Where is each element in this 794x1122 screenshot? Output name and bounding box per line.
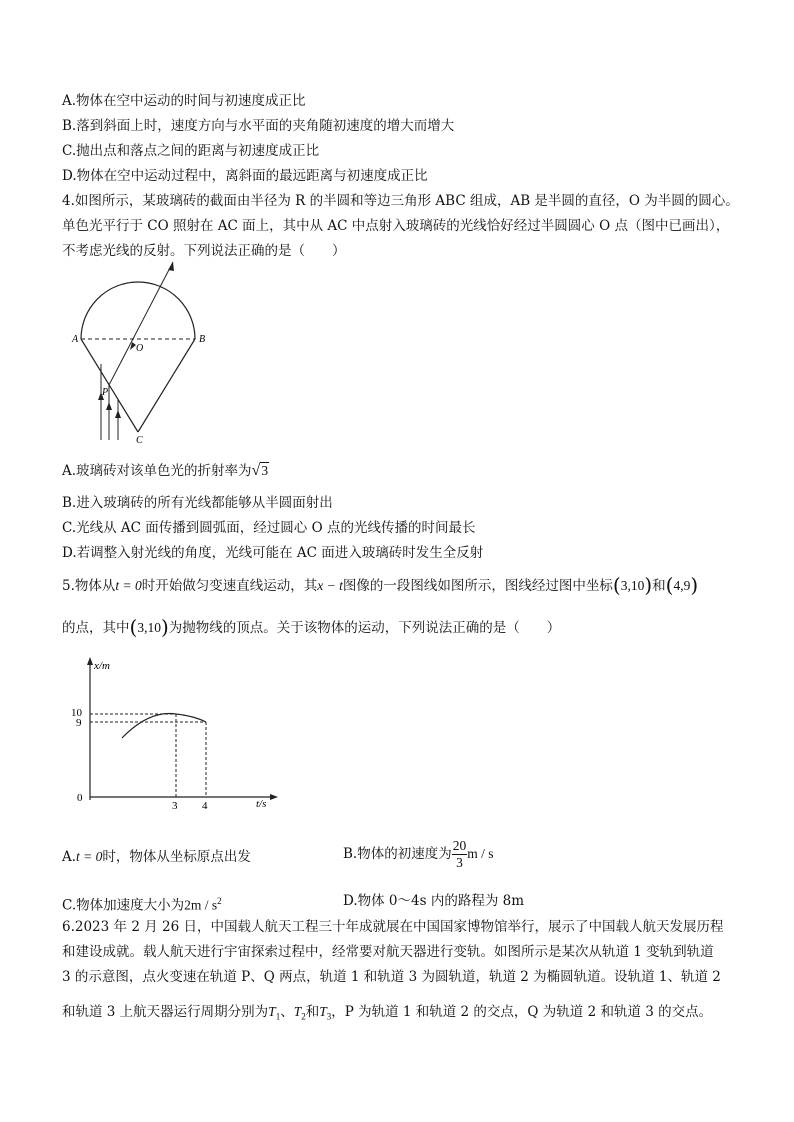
q5-stem-line2: 的点，其中(3,10)为抛物线的顶点。关于该物体的运动，下列说法正确的是（ ）	[62, 615, 561, 639]
incident-arrow-3	[115, 410, 121, 418]
q4-option-d: D.若调整入射光线的角度，光线可能在 AC 面进入玻璃砖时发生全反射	[62, 545, 484, 561]
q4-glass-brick-figure	[60, 260, 230, 450]
y-tick-9: 9	[76, 717, 82, 729]
label-c: C	[136, 435, 143, 446]
side-bc	[138, 339, 195, 432]
q6-line2: 和建设成就。载人航天进行宇宙探索过程中，经常要对航天器进行变轨。如图所示是某次从轨道 1 变轨到轨道	[62, 944, 714, 960]
y-axis-label: x/m	[94, 660, 110, 672]
q5-option-a: A.t = 0时，物体从坐标原点出发	[62, 849, 251, 865]
ray-exit-arrowhead	[168, 262, 174, 271]
q4-stem-line3: 不考虑光线的反射。下列说法正确的是（ ）	[62, 243, 346, 259]
q3-option-a: A.物体在空中运动的时间与初速度成正比	[62, 93, 306, 109]
origin-label: 0	[77, 792, 83, 804]
label-p: P	[102, 387, 109, 398]
label-o: O	[136, 343, 144, 354]
q5-option-b: B.物体的初速度为 $\frac{20}{3}$ m / s	[343, 838, 494, 870]
q4-option-b: B.进入玻璃砖的所有光线都能够从半圆面射出	[62, 495, 333, 511]
label-b: B	[199, 334, 206, 345]
q5-xt-graph	[60, 655, 290, 815]
q3-option-d: D.物体在空中运动过程中，离斜面的最远距离与初速度成正比	[62, 168, 428, 184]
refracted-ray	[109, 262, 173, 385]
label-a: A	[72, 334, 79, 345]
q4-stem-line1: 4.如图所示，某玻璃砖的截面由半径为 R 的半圆和等边三角形 ABC 组成，AB 是半圆的直径，O 为半圆的圆心。	[62, 193, 739, 209]
q5-option-c: C.物体加速度大小为$2m / s^2$	[62, 896, 222, 914]
q3-option-c: C.抛出点和落点之间的距离与初速度成正比	[62, 143, 320, 159]
q6-line4: 和轨道 3 上航天器运行周期分别为$T_1$、$T_2$和$T_3$，P 为轨道 1 和轨道 2 的交点，Q 为轨道 2 和轨道 3 的交点。	[62, 1004, 713, 1022]
q4-option-c: C.光线从 AC 面传播到圆弧面，经过圆心 O 点的光线传播的时间最长	[62, 520, 476, 536]
q3-option-b: B.落到斜面上时，速度方向与水平面的夹角随初速度的增大而增大	[62, 118, 455, 134]
y-axis-arrow	[87, 657, 93, 665]
incident-arrow-2	[106, 402, 112, 410]
x-tick-4: 4	[202, 800, 208, 812]
q5-option-d: D.物体 0～4s 内的路程为 8m	[343, 893, 525, 909]
semicircle-arc	[81, 282, 195, 339]
parabola-curve	[122, 714, 206, 739]
x-axis-arrow	[270, 794, 278, 800]
y-tick-10: 10	[71, 707, 82, 719]
q4-stem-line2: 单色光平行于 CO 照射在 AC 面上，其中从 AC 中点射入玻璃砖的光线恰好经过半圆圆心 O 点（图中已画出），	[62, 218, 730, 234]
q6-line1: 6.2023 年 2 月 26 日，中国载人航天工程三十年成就展在中国国家博物馆举行，展示了中国载人航天发展历程	[62, 919, 724, 935]
q4-option-a: A.玻璃砖对该单色光的折射率为√3	[62, 462, 269, 479]
x-tick-3: 3	[172, 800, 178, 812]
q6-line3: 3 的示意图，点火变速在轨道 P、Q 两点，轨道 1 和轨道 3 为圆轨道，轨道 2 为椭圆轨道。设轨道 1、轨道 2	[62, 969, 721, 985]
q5-stem-line1: 5.物体从t = 0时开始做匀变速直线运动，其x − t图像的一段图线如图所示，图线经过图中坐标(3,10)和(4,9)	[62, 573, 699, 597]
x-axis-label: t/s	[256, 798, 267, 810]
